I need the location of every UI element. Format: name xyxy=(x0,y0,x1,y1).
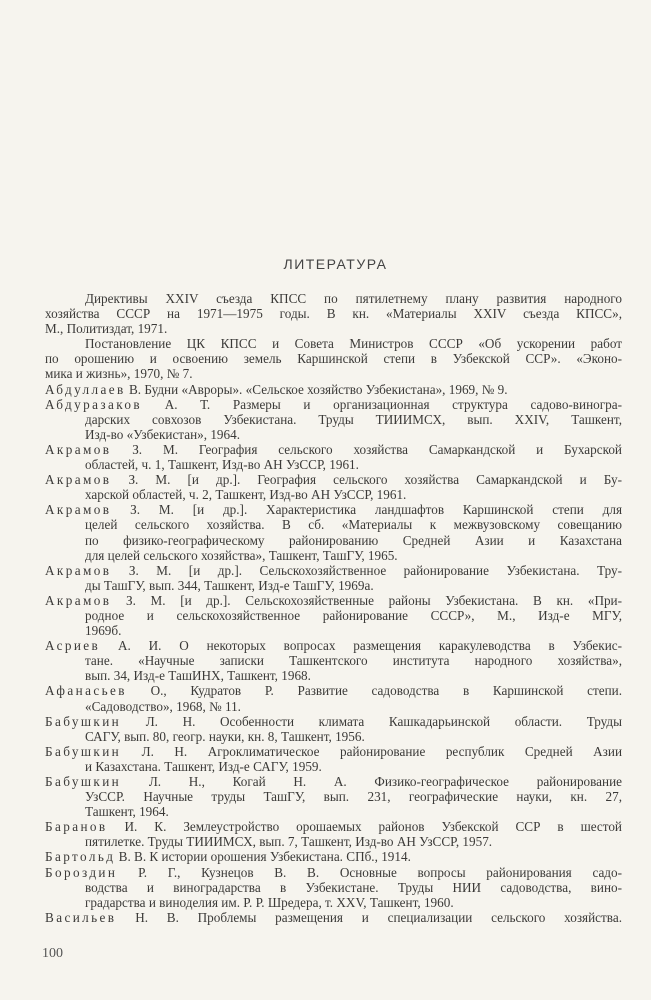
entry-author: Бабушкин xyxy=(45,774,122,789)
entry-text: УзССР. Научные труды ТашГУ, вып. 231, географические науки, кн. 27, xyxy=(85,789,622,805)
entry-line xyxy=(45,533,622,548)
entry-text: Ташкент, 1964. xyxy=(85,804,169,820)
entry-text: хозяйства СССР на 1971—1975 годы. В кн. «Материалы XXIV съезда КПСС», xyxy=(45,306,622,322)
entry-text: по орошению и освоению земель Каршинской степи в Узбекской ССР». «Эконо- xyxy=(45,351,622,367)
entry-text: Л. Н., Когай Н. А. Физико-географическое районирование xyxy=(148,774,622,789)
entry-text: Л. Н. Агроклиматическое районирование республик Средней Азии xyxy=(141,743,622,759)
bibliography-entry xyxy=(45,382,622,397)
entry-author: Акрамов xyxy=(45,502,112,518)
entry-line xyxy=(45,351,622,366)
bibliography-entry xyxy=(45,472,622,502)
bibliography-entry xyxy=(45,849,622,864)
entry-text: З. М. [и др.]. Характеристика ландшафтов Каршинской степи для xyxy=(130,502,622,518)
entry-text: Л. Н. Особенности климата Кашкадарьинской области. Труды xyxy=(145,713,622,729)
entry-text: для целей сельского хозяйства», Ташкент, ТашГУ, 1965. xyxy=(85,547,398,563)
entry-text: и Казахстана. Ташкент, Изд-е САГУ, 1959. xyxy=(85,758,322,774)
entry-line xyxy=(45,548,622,563)
entry-text: З. М. География сельского хозяйства Самаркандской и Бухарской xyxy=(132,441,622,457)
entry-text: Н. В. Проблемы размещения и специализации сельского хозяйства. xyxy=(135,909,622,925)
bibliography-entry xyxy=(45,442,622,472)
entry-author: Бороздин xyxy=(45,864,118,880)
entry-text: З. М. [и др.]. Сельскохозяйственные районы Узбекистана. В кн. «При- xyxy=(126,592,622,608)
entry-author: Афанасьев xyxy=(45,683,127,699)
bibliography-entry xyxy=(45,819,622,849)
entry-line xyxy=(45,382,622,397)
entry-line xyxy=(45,804,622,819)
page-number: 100 xyxy=(42,946,63,961)
entry-line xyxy=(45,744,622,759)
entry-line xyxy=(45,517,622,532)
entry-line xyxy=(45,366,622,381)
entry-line xyxy=(45,502,622,517)
entry-text: дарских совхозов Узбекистана. Труды ТИИИМСХ, вып. XXIV, Ташкент, xyxy=(85,411,622,427)
entry-author: Асриев xyxy=(45,638,101,654)
entry-text: И. К. Землеустройство орошаемых районов Узбекской ССР в шестой xyxy=(124,819,622,835)
entry-text: ды ТашГУ, вып. 344, Ташкент, Изд-е ТашГУ, 1969а. xyxy=(85,577,374,593)
entry-text: Изд-во «Узбекистан», 1964. xyxy=(85,426,241,442)
bibliography-list xyxy=(45,291,622,925)
entry-line xyxy=(45,336,622,351)
entry-line xyxy=(45,472,622,487)
entry-text: Директивы XXIV съезда КПСС по пятилетнему плану развития народного xyxy=(85,291,622,306)
entry-text: 1969б. xyxy=(85,623,122,639)
entry-text: А. Т. Размеры и организационная структура садово-виногра- xyxy=(164,396,622,412)
entry-line xyxy=(45,653,622,668)
entry-text: градарства и виноделия им. Р. Р. Шредера, т. XXV, Ташкент, 1960. xyxy=(85,894,454,910)
entry-text: «Садоводство», 1968, № 11. xyxy=(85,698,241,714)
bibliography-entry xyxy=(45,774,622,819)
entry-author: Акрамов xyxy=(45,592,112,608)
page-title: ЛИТЕРАТУРА xyxy=(283,256,388,272)
entry-author: Абдуразаков xyxy=(45,396,143,412)
bibliography-entry xyxy=(45,638,622,683)
entry-text: З. М. [и др.]. География сельского хозяйства Самаркандской и Бу- xyxy=(128,472,622,488)
entry-line xyxy=(45,834,622,849)
entry-line xyxy=(45,638,622,653)
entry-line xyxy=(45,819,622,834)
entry-text: вып. 34, Изд-е ТашИНХ, Ташкент, 1968. xyxy=(85,668,311,684)
entry-line xyxy=(45,608,622,623)
bibliography-entry xyxy=(45,714,622,744)
entry-text: мика и жизнь», 1970, № 7. xyxy=(45,366,193,382)
entry-line xyxy=(45,321,622,336)
entry-author: Абдуллаев xyxy=(45,381,126,397)
entry-line xyxy=(45,849,622,864)
bibliography-entry xyxy=(45,865,622,910)
bibliography-entry xyxy=(45,397,622,442)
entry-author: Баранов xyxy=(45,819,108,835)
entry-text: Постановление ЦК КПСС и Совета Министров СССР «Об ускорении работ xyxy=(85,336,622,352)
entry-line xyxy=(45,714,622,729)
entry-line xyxy=(45,593,622,608)
entry-text: тане. «Научные записки Ташкентского института народного хозяйства», xyxy=(85,653,622,669)
entry-line xyxy=(45,699,622,714)
entry-text: водства и виноградарства в Узбекистане. Труды НИИ садоводства, вино- xyxy=(85,879,622,895)
entry-author: Акрамов xyxy=(45,562,112,578)
entry-line xyxy=(45,668,622,683)
entry-line xyxy=(45,397,622,412)
entry-text: пятилетке. Труды ТИИИМСХ, вып. 7, Ташкент, Изд-во АН УзССР, 1957. xyxy=(85,834,493,850)
entry-text: О., Кудратов Р. Развитие садоводства в Каршинской степи. xyxy=(150,683,622,699)
entry-line xyxy=(45,457,622,472)
entry-text: САГУ, вып. 80, геогр. науки, кн. 8, Ташкент, 1956. xyxy=(85,728,365,744)
bibliography-entry xyxy=(45,291,622,336)
entry-text: В. В. К истории орошения Узбекистана. СПб., 1914. xyxy=(118,849,411,865)
entry-line xyxy=(45,427,622,442)
entry-line xyxy=(45,865,622,880)
entry-text: Р. Г., Кузнецов В. В. Основные вопросы районирования садо- xyxy=(138,864,622,880)
entry-author: Васильев xyxy=(45,909,117,925)
entry-line xyxy=(45,774,622,789)
entry-line xyxy=(45,306,622,321)
entry-line xyxy=(45,683,622,698)
entry-author: Бабушкин xyxy=(45,713,122,729)
bibliography-entry xyxy=(45,744,622,774)
entry-line xyxy=(45,412,622,427)
entry-author: Акрамов xyxy=(45,441,112,457)
entry-line xyxy=(45,880,622,895)
entry-text: харской областей, ч. 2, Ташкент, Изд-во АН УзССР, 1961. xyxy=(85,487,407,503)
bibliography-entry xyxy=(45,336,622,381)
entry-line xyxy=(45,910,622,925)
entry-author: Акрамов xyxy=(45,472,112,488)
entry-line xyxy=(45,895,622,910)
entry-text: А. И. О некоторых вопросах размещения каракулеводства в Узбекис- xyxy=(118,638,622,654)
entry-text: родное и сельскохозяйственное районирование СССР», М., Изд-е МГУ, xyxy=(85,607,622,623)
entry-text: областей, ч. 1, Ташкент, Изд-во АН УзССР, 1961. xyxy=(85,457,359,473)
bibliography-entry xyxy=(45,593,622,638)
bibliography-entry xyxy=(45,910,622,925)
entry-author: Бабушкин xyxy=(45,743,122,759)
entry-line xyxy=(45,563,622,578)
entry-line xyxy=(45,487,622,502)
entry-text: З. М. [и др.]. Сельскохозяйственное районирование Узбекистана. Тру- xyxy=(128,562,622,578)
entry-line xyxy=(45,578,622,593)
entry-line xyxy=(45,442,622,457)
entry-line xyxy=(45,623,622,638)
bibliography-entry xyxy=(45,502,622,562)
entry-line xyxy=(45,759,622,774)
bibliography-entry xyxy=(45,683,622,713)
entry-line xyxy=(45,729,622,744)
bibliography-entry xyxy=(45,563,622,593)
entry-text: целей сельского хозяйства. В сб. «Материалы к межвузовскому совещанию xyxy=(85,517,622,533)
entry-text: по физико-географическому районированию Средней Азии и Казахстана xyxy=(85,532,622,548)
entry-line xyxy=(45,789,622,804)
entry-author: Бартольд xyxy=(45,849,116,865)
entry-line xyxy=(45,291,622,306)
entry-text: М., Политиздат, 1971. xyxy=(45,321,168,337)
entry-text: В. Будни «Авроры». «Сельское хозяйство Узбекистана», 1969, № 9. xyxy=(128,381,508,397)
